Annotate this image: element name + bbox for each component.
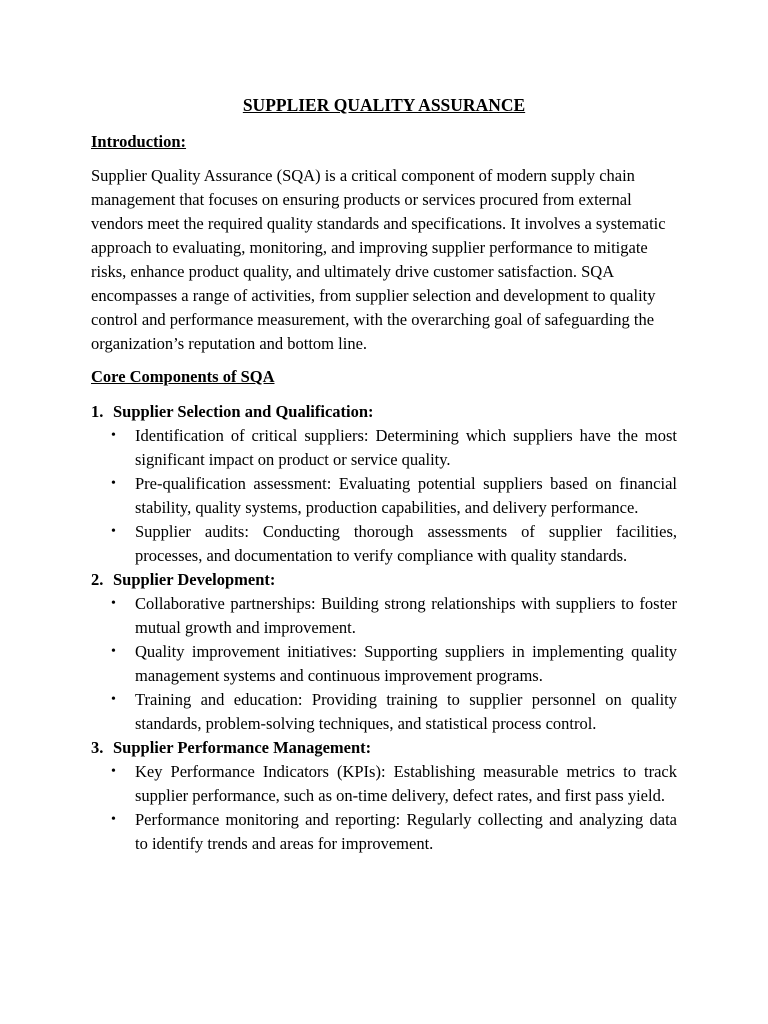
core-components-heading: Core Components of SQA [91, 367, 275, 386]
list-item [91, 592, 677, 640]
document-title: SUPPLIER QUALITY ASSURANCE [242, 95, 526, 115]
section-number: 2. [91, 570, 104, 589]
section-title-text: Supplier Selection and Qualification: [113, 402, 374, 421]
section-number: 3. [91, 738, 104, 757]
list-item [91, 424, 677, 472]
list-item [91, 688, 677, 736]
section-title [91, 400, 677, 424]
list-item-text: Identification of critical suppliers: Determining which suppliers have the most significant impact on product or service quality. [135, 426, 677, 469]
section-title [91, 568, 677, 592]
list-item-text: Performance monitoring and reporting: Regularly collecting and analyzing data to identify trends and areas for improvement. [135, 810, 677, 853]
list-item-text: Key Performance Indicators (KPIs): Establishing measurable metrics to track supplier performance, such as on-time delivery, defect rates, and first pass yield. [135, 762, 677, 805]
list-item [91, 520, 677, 568]
bullet-icon: • [111, 476, 116, 491]
list-item-text: Quality improvement initiatives: Supporting suppliers in implementing quality management systems and continuous improvement programs. [135, 642, 677, 685]
bullet-icon: • [111, 596, 116, 611]
list-item-text: Supplier audits: Conducting thorough assessments of supplier facilities, processes, and documentation to verify compliance with quality standards. [135, 522, 677, 565]
section-supplier-selection [91, 400, 677, 568]
bullet-icon: • [111, 428, 116, 443]
bullet-icon: • [111, 764, 116, 779]
bullet-icon: • [111, 692, 116, 707]
section-number: 1. [91, 402, 104, 421]
bullet-list [91, 424, 677, 568]
bullet-list [91, 592, 677, 736]
introduction-paragraph: Supplier Quality Assurance (SQA) is a critical component of modern supply chain management that focuses on ensuring products or services procured from external vendors meet the required quality standards and specifications. It involves a systematic approach to evaluating, monitoring, and improving supplier performance to mitigate risks, enhance product quality, and ultimately drive customer satisfaction. SQA encompasses a range of activities, from supplier selection and development to quality control and performance measurement, with the overarching goal of safeguarding the organization’s reputation and bottom line. [91, 166, 666, 353]
section-title-text: Supplier Development: [113, 570, 276, 589]
list-item-text: Pre-qualification assessment: Evaluating potential suppliers based on financial stability, quality systems, production capabilities, and delivery performance. [135, 474, 677, 517]
bullet-icon: • [111, 524, 116, 539]
list-item-text: Collaborative partnerships: Building strong relationships with suppliers to foster mutual growth and improvement. [135, 594, 677, 637]
list-item [91, 640, 677, 688]
section-title [91, 736, 677, 760]
bullet-list [91, 760, 677, 856]
list-item [91, 808, 677, 856]
list-item-text: Training and education: Providing training to supplier personnel on quality standards, problem-solving techniques, and statistical process control. [135, 690, 677, 733]
list-item [91, 760, 677, 808]
section-supplier-performance [91, 736, 677, 856]
introduction-heading: Introduction: [91, 132, 187, 151]
list-item [91, 472, 677, 520]
bullet-icon: • [111, 812, 116, 827]
bullet-icon: • [111, 644, 116, 659]
core-components-list [91, 400, 677, 856]
section-title-text: Supplier Performance Management: [113, 738, 372, 757]
section-supplier-development [91, 568, 677, 736]
